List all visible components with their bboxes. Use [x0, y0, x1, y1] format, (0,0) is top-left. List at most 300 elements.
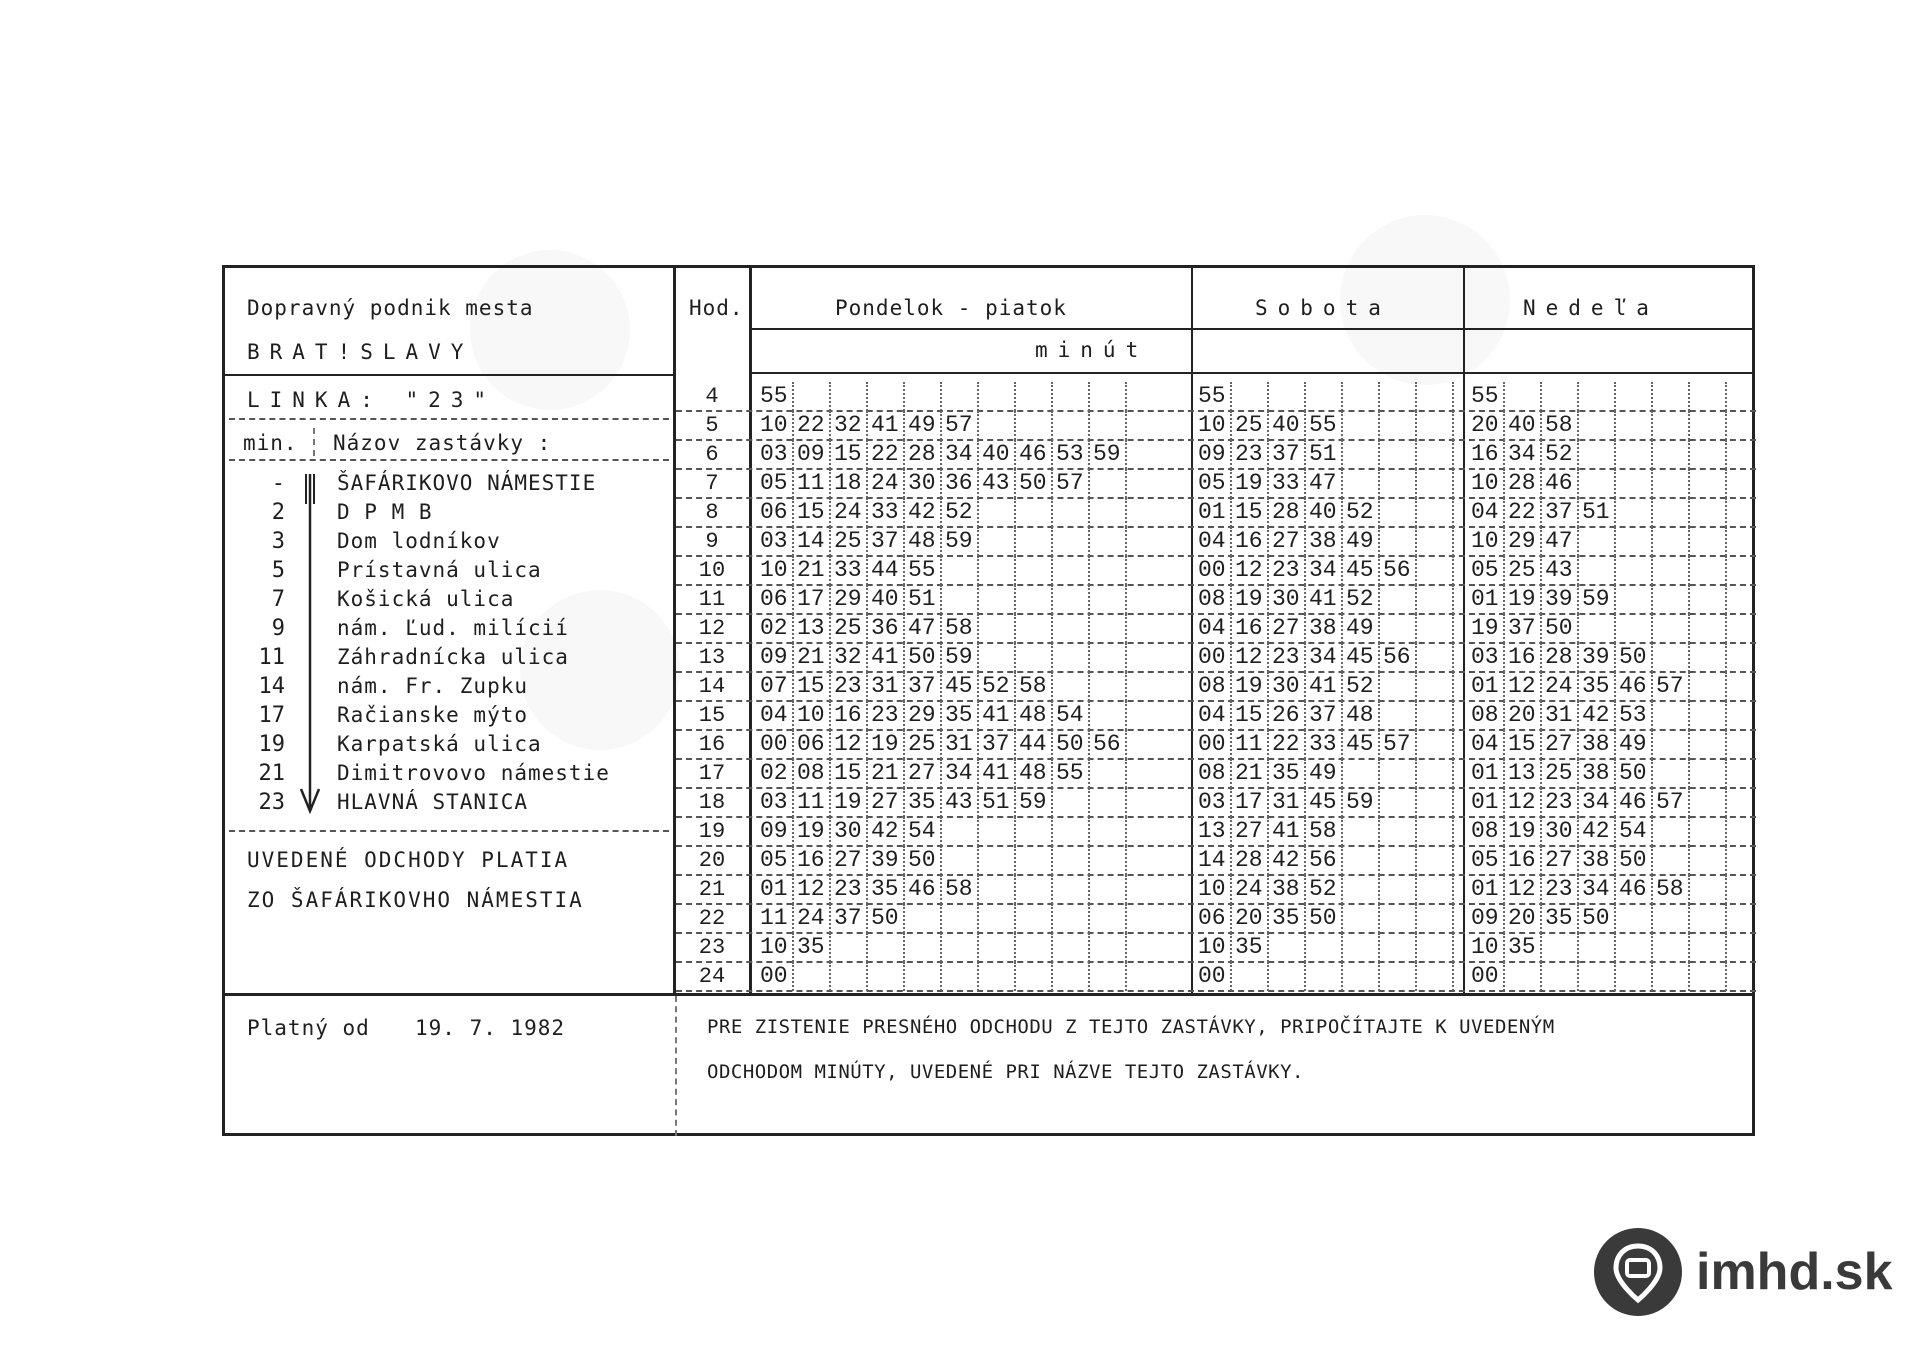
saturday-departure-cell: 52: [1343, 672, 1380, 701]
weekday-departure-cell: 51: [905, 585, 942, 614]
company-city: BRAT!SLAVY: [247, 340, 474, 364]
weekday-departure-cell: 08: [794, 759, 831, 788]
saturday-departure-cell: 27: [1269, 527, 1306, 556]
sunday-departure-cell: 20: [1505, 904, 1542, 933]
weekday-departure-cell: 47: [905, 614, 942, 643]
sunday-departure-cell: 53: [1616, 701, 1653, 730]
saturday-departure-cell: 04: [1195, 614, 1232, 643]
sunday-departure-cell: 10: [1468, 527, 1505, 556]
hour-column-header: Hod.: [689, 296, 744, 320]
saturday-departure-cell: [1417, 904, 1454, 933]
saturday-departure-cell: [1380, 701, 1417, 730]
weekday-departure-cell: [1016, 962, 1053, 991]
saturday-departure-cell: 48: [1343, 701, 1380, 730]
sunday-departure-cell: 10: [1468, 469, 1505, 498]
weekday-departure-cell: 58: [942, 875, 979, 904]
weekday-header: Pondelok - piatok: [835, 296, 1067, 320]
weekday-departure-cell: [1016, 585, 1053, 614]
weekday-departure-cell: [979, 527, 1016, 556]
sunday-departure-cell: [1653, 556, 1690, 585]
weekday-departure-cell: [1090, 614, 1127, 643]
saturday-departure-cell: [1380, 440, 1417, 469]
saturday-departure-cell: 45: [1343, 643, 1380, 672]
saturday-departure-cell: [1417, 933, 1454, 962]
saturday-departure-cell: [1306, 933, 1343, 962]
sunday-departure-cell: 30: [1542, 817, 1579, 846]
weekday-departure-cell: 15: [794, 672, 831, 701]
imhd-logo: [1594, 1228, 1893, 1316]
sunday-departure-cell: [1505, 962, 1542, 991]
saturday-departure-cell: 09: [1195, 440, 1232, 469]
sunday-departure-cell: [1653, 904, 1690, 933]
stop-minutes: -: [271, 471, 285, 496]
weekday-departure-cell: 50: [868, 904, 905, 933]
weekday-departure-cell: 41: [979, 701, 1016, 730]
saturday-departure-cell: 15: [1232, 498, 1269, 527]
weekday-departure-cell: [1090, 527, 1127, 556]
saturday-departure-cell: 11: [1232, 730, 1269, 759]
saturday-departure-cell: 31: [1269, 788, 1306, 817]
sunday-departure-cell: [1690, 411, 1727, 440]
hour-label: 12: [698, 616, 726, 641]
weekday-departure-cell: 30: [831, 817, 868, 846]
sunday-departure-cell: 39: [1542, 585, 1579, 614]
sunday-departure-cell: 59: [1579, 585, 1616, 614]
weekday-departure-cell: 02: [757, 759, 794, 788]
weekday-departure-cell: [942, 962, 979, 991]
stop-minutes: 5: [271, 558, 285, 583]
saturday-departure-cell: 30: [1269, 585, 1306, 614]
weekday-departure-cell: 37: [868, 527, 905, 556]
hour-label: 10: [698, 558, 726, 583]
sunday-departure-cell: 04: [1468, 498, 1505, 527]
weekday-departure-cell: [1016, 875, 1053, 904]
sunday-departure-cell: [1616, 556, 1653, 585]
saturday-departure-cell: [1343, 759, 1380, 788]
hour-label: 13: [698, 645, 726, 670]
sunday-departure-cell: [1653, 469, 1690, 498]
weekday-departure-cell: 03: [757, 440, 794, 469]
company-name: Dopravný podnik mesta: [247, 296, 534, 320]
sunday-departure-cell: 28: [1505, 469, 1542, 498]
sunday-departure-cell: 57: [1653, 672, 1690, 701]
sunday-departure-cell: 01: [1468, 672, 1505, 701]
sunday-departure-cell: 46: [1616, 788, 1653, 817]
weekday-departure-cell: [868, 962, 905, 991]
saturday-departure-cell: 56: [1380, 643, 1417, 672]
weekday-departure-cell: 21: [794, 556, 831, 585]
weekday-departure-cell: 42: [868, 817, 905, 846]
weekday-departure-cell: 13: [794, 614, 831, 643]
weekday-departure-cell: [1053, 933, 1090, 962]
hour-label: 22: [698, 906, 726, 931]
saturday-header: Sobota: [1255, 296, 1391, 320]
saturday-departure-cell: 26: [1269, 701, 1306, 730]
sunday-departure-cell: 43: [1542, 556, 1579, 585]
sunday-departure-cell: [1579, 556, 1616, 585]
saturday-departure-cell: 28: [1269, 498, 1306, 527]
hour-label: 15: [698, 703, 726, 728]
stop-minutes: 14: [258, 674, 285, 699]
sunday-departure-cell: 03: [1468, 643, 1505, 672]
sunday-departure-cell: 51: [1579, 498, 1616, 527]
sunday-departure-cell: [1653, 440, 1690, 469]
saturday-departure-cell: 10: [1195, 875, 1232, 904]
sunday-departure-cell: 34: [1579, 788, 1616, 817]
sunday-departure-cell: [1690, 759, 1727, 788]
saturday-departure-cell: 23: [1269, 556, 1306, 585]
sunday-departure-cell: [1616, 933, 1653, 962]
weekday-departure-cell: [1053, 643, 1090, 672]
saturday-departure-cell: [1417, 614, 1454, 643]
sunday-departure-cell: [1579, 933, 1616, 962]
sunday-departure-cell: [1690, 585, 1727, 614]
weekday-departure-cell: [1090, 382, 1127, 411]
hour-label: 4: [705, 384, 719, 409]
hour-label: 11: [698, 587, 726, 612]
sunday-departure-cell: 31: [1542, 701, 1579, 730]
stop-name: D P M B: [337, 500, 433, 524]
weekday-departure-cell: [794, 382, 831, 411]
saturday-departure-cell: [1343, 440, 1380, 469]
weekday-departure-cell: 11: [794, 469, 831, 498]
weekday-departure-cell: [1053, 962, 1090, 991]
sunday-departure-cell: 12: [1505, 788, 1542, 817]
weekday-departure-cell: [1016, 411, 1053, 440]
weekday-departure-cell: 25: [905, 730, 942, 759]
sunday-departure-cell: 27: [1542, 730, 1579, 759]
sunday-departure-cell: [1579, 527, 1616, 556]
sunday-header: Nedeľa: [1523, 296, 1659, 320]
weekday-departure-cell: 49: [905, 411, 942, 440]
weekday-departure-cell: [1090, 962, 1127, 991]
weekday-departure-cell: [1090, 498, 1127, 527]
saturday-departure-cell: [1343, 875, 1380, 904]
weekday-departure-cell: [979, 643, 1016, 672]
weekday-departure-cell: [1053, 556, 1090, 585]
sunday-departure-cell: [1690, 933, 1727, 962]
stop-minutes: 21: [258, 761, 285, 786]
saturday-departure-cell: 57: [1380, 730, 1417, 759]
saturday-departure-cell: 13: [1195, 817, 1232, 846]
saturday-departure-cell: [1380, 846, 1417, 875]
hour-label: 19: [698, 819, 726, 844]
weekday-departure-cell: 44: [868, 556, 905, 585]
sunday-departure-cell: [1690, 643, 1727, 672]
weekday-departure-cell: 24: [794, 904, 831, 933]
sunday-departure-cell: 50: [1616, 846, 1653, 875]
sunday-departure-cell: 52: [1542, 440, 1579, 469]
weekday-departure-cell: [942, 846, 979, 875]
sunday-departure-cell: 39: [1579, 643, 1616, 672]
sunday-departure-cell: [1653, 846, 1690, 875]
saturday-departure-cell: 22: [1269, 730, 1306, 759]
weekday-departure-cell: [1090, 643, 1127, 672]
weekday-departure-cell: 15: [831, 440, 868, 469]
weekday-departure-cell: 40: [868, 585, 905, 614]
sunday-departure-cell: [1579, 962, 1616, 991]
weekday-departure-cell: 54: [1053, 701, 1090, 730]
weekday-departure-cell: 12: [794, 875, 831, 904]
weekday-departure-cell: [1090, 556, 1127, 585]
sunday-departure-cell: [1579, 411, 1616, 440]
saturday-departure-cell: [1380, 962, 1417, 991]
weekday-departure-cell: 43: [979, 469, 1016, 498]
saturday-departure-cell: 30: [1269, 672, 1306, 701]
saturday-departure-cell: 35: [1269, 904, 1306, 933]
sunday-departure-cell: 35: [1542, 904, 1579, 933]
saturday-departure-cell: [1417, 498, 1454, 527]
sunday-departure-cell: 40: [1505, 411, 1542, 440]
saturday-departure-cell: 38: [1306, 527, 1343, 556]
weekday-departure-cell: 06: [757, 498, 794, 527]
valid-from-label: Platný od: [247, 1016, 370, 1040]
saturday-departure-cell: 00: [1195, 962, 1232, 991]
weekday-departure-cell: 17: [794, 585, 831, 614]
sunday-departure-cell: 05: [1468, 556, 1505, 585]
saturday-departure-cell: [1417, 411, 1454, 440]
hour-label: 18: [698, 790, 726, 815]
saturday-departure-cell: [1343, 933, 1380, 962]
saturday-departure-cell: [1417, 759, 1454, 788]
stop-name: Dimitrovovo námestie: [337, 761, 610, 785]
sunday-departure-cell: 47: [1542, 527, 1579, 556]
sunday-departure-cell: 42: [1579, 817, 1616, 846]
sunday-departure-cell: [1690, 556, 1727, 585]
sunday-departure-cell: 01: [1468, 759, 1505, 788]
weekday-departure-cell: 25: [831, 614, 868, 643]
weekday-departure-cell: 50: [1016, 469, 1053, 498]
saturday-departure-cell: 17: [1232, 788, 1269, 817]
weekday-departure-cell: [868, 933, 905, 962]
sunday-departure-cell: 38: [1579, 730, 1616, 759]
footer-note-line2: ODCHODOM MINÚTY, UVEDENÉ PRI NÁZVE TEJTO ZASTÁVKY.: [707, 1061, 1304, 1083]
weekday-departure-cell: [979, 904, 1016, 933]
saturday-departure-cell: 25: [1232, 411, 1269, 440]
saturday-departure-cell: [1343, 411, 1380, 440]
hour-label: 17: [698, 761, 726, 786]
weekday-departure-cell: [979, 585, 1016, 614]
sunday-departure-cell: 01: [1468, 788, 1505, 817]
weekday-departure-cell: 29: [905, 701, 942, 730]
saturday-departure-cell: [1380, 527, 1417, 556]
sunday-departure-cell: 34: [1505, 440, 1542, 469]
weekday-departure-cell: 58: [942, 614, 979, 643]
weekday-departure-cell: 59: [1090, 440, 1127, 469]
sunday-departure-cell: [1653, 701, 1690, 730]
saturday-departure-cell: [1417, 556, 1454, 585]
bus-pin-icon: [1594, 1228, 1682, 1316]
weekday-departure-cell: [1053, 382, 1090, 411]
saturday-departure-cell: [1380, 875, 1417, 904]
weekday-departure-cell: 06: [794, 730, 831, 759]
stop-name: Záhradnícka ulica: [337, 645, 569, 669]
stop-name: ŠAFÁRIKOVO NÁMESTIE: [337, 471, 597, 495]
weekday-departure-cell: 55: [905, 556, 942, 585]
weekday-departure-cell: 59: [942, 643, 979, 672]
saturday-departure-cell: [1417, 527, 1454, 556]
weekday-departure-cell: [1090, 701, 1127, 730]
saturday-departure-cell: [1417, 585, 1454, 614]
sunday-departure-cell: 19: [1468, 614, 1505, 643]
weekday-departure-cell: 29: [831, 585, 868, 614]
weekday-departure-cell: 35: [868, 875, 905, 904]
saturday-departure-cell: 35: [1269, 759, 1306, 788]
saturday-departure-cell: [1343, 817, 1380, 846]
saturday-departure-cell: 45: [1343, 556, 1380, 585]
sunday-departure-cell: 23: [1542, 788, 1579, 817]
weekday-departure-cell: 37: [905, 672, 942, 701]
sunday-departure-cell: 57: [1653, 788, 1690, 817]
weekday-departure-cell: 35: [905, 788, 942, 817]
weekday-departure-cell: 23: [831, 875, 868, 904]
saturday-departure-cell: 00: [1195, 556, 1232, 585]
hour-label: 7: [705, 471, 719, 496]
saturday-departure-cell: 27: [1232, 817, 1269, 846]
saturday-departure-cell: [1343, 962, 1380, 991]
saturday-departure-cell: 35: [1232, 933, 1269, 962]
sunday-departure-cell: [1579, 382, 1616, 411]
saturday-departure-cell: 16: [1232, 527, 1269, 556]
sunday-departure-cell: [1690, 382, 1727, 411]
weekday-departure-cell: 10: [757, 933, 794, 962]
sunday-departure-cell: [1690, 469, 1727, 498]
weekday-departure-cell: 10: [757, 411, 794, 440]
saturday-departure-cell: 52: [1343, 585, 1380, 614]
sunday-departure-cell: [1690, 498, 1727, 527]
saturday-departure-cell: 28: [1232, 846, 1269, 875]
imhd-logo-text: imhd.sk: [1696, 1243, 1893, 1301]
weekday-departure-cell: [1016, 382, 1053, 411]
saturday-departure-cell: 08: [1195, 585, 1232, 614]
saturday-departure-cell: [1417, 382, 1454, 411]
weekday-departure-cell: [1053, 527, 1090, 556]
sunday-departure-cell: 38: [1579, 759, 1616, 788]
saturday-departure-cell: 01: [1195, 498, 1232, 527]
valid-from-date: 19. 7. 1982: [415, 1016, 566, 1040]
weekday-departure-cell: 00: [757, 962, 794, 991]
sunday-departure-cell: 19: [1505, 817, 1542, 846]
saturday-departure-cell: 19: [1232, 469, 1269, 498]
sunday-departure-cell: [1690, 730, 1727, 759]
saturday-departure-cell: 37: [1306, 701, 1343, 730]
sunday-departure-cell: [1653, 411, 1690, 440]
weekday-departure-cell: [905, 904, 942, 933]
sunday-departure-cell: [1616, 440, 1653, 469]
sunday-departure-cell: 01: [1468, 585, 1505, 614]
weekday-departure-cell: 15: [831, 759, 868, 788]
weekday-departure-cell: 30: [905, 469, 942, 498]
sunday-departure-cell: [1653, 643, 1690, 672]
saturday-departure-cell: 45: [1343, 730, 1380, 759]
weekday-departure-cell: 39: [868, 846, 905, 875]
stop-name: Karpatská ulica: [337, 732, 542, 756]
sunday-departure-cell: [1505, 382, 1542, 411]
sunday-departure-cell: [1579, 469, 1616, 498]
saturday-departure-cell: 55: [1306, 411, 1343, 440]
weekday-departure-cell: 27: [831, 846, 868, 875]
weekday-departure-cell: 06: [757, 585, 794, 614]
sunday-departure-cell: 16: [1468, 440, 1505, 469]
sunday-departure-cell: 50: [1616, 759, 1653, 788]
weekday-departure-cell: [1090, 817, 1127, 846]
weekday-departure-cell: 01: [757, 875, 794, 904]
weekday-departure-cell: 24: [831, 498, 868, 527]
stop-name: nám. Fr. Zupku: [337, 674, 529, 698]
weekday-departure-cell: [1016, 933, 1053, 962]
sunday-departure-cell: 27: [1542, 846, 1579, 875]
saturday-departure-cell: 03: [1195, 788, 1232, 817]
saturday-departure-cell: [1269, 382, 1306, 411]
sunday-departure-cell: 08: [1468, 817, 1505, 846]
weekday-departure-cell: [1053, 411, 1090, 440]
weekday-departure-cell: 52: [979, 672, 1016, 701]
weekday-departure-cell: [1053, 614, 1090, 643]
saturday-departure-cell: [1417, 817, 1454, 846]
weekday-departure-cell: 41: [979, 759, 1016, 788]
saturday-departure-cell: 12: [1232, 556, 1269, 585]
saturday-departure-cell: [1417, 440, 1454, 469]
sunday-departure-cell: 24: [1542, 672, 1579, 701]
weekday-departure-cell: 05: [757, 846, 794, 875]
weekday-departure-cell: [1090, 469, 1127, 498]
stop-minutes: 19: [258, 732, 285, 757]
sunday-departure-cell: [1579, 614, 1616, 643]
saturday-departure-cell: [1232, 382, 1269, 411]
hour-label: 21: [698, 877, 726, 902]
sunday-departure-cell: [1616, 614, 1653, 643]
weekday-departure-cell: 36: [868, 614, 905, 643]
saturday-departure-cell: 41: [1306, 672, 1343, 701]
weekday-departure-cell: [831, 962, 868, 991]
stop-name: Prístavná ulica: [337, 558, 542, 582]
saturday-departure-cell: [1269, 962, 1306, 991]
sunday-departure-cell: 35: [1505, 933, 1542, 962]
weekday-departure-cell: [1016, 904, 1053, 933]
weekday-departure-cell: 56: [1090, 730, 1127, 759]
sunday-departure-cell: [1653, 498, 1690, 527]
weekday-departure-cell: [868, 382, 905, 411]
saturday-departure-cell: [1417, 701, 1454, 730]
weekday-departure-cell: [1053, 498, 1090, 527]
saturday-departure-cell: [1343, 904, 1380, 933]
saturday-departure-cell: 51: [1306, 440, 1343, 469]
weekday-departure-cell: 21: [868, 759, 905, 788]
sunday-departure-cell: [1616, 469, 1653, 498]
hour-label: 23: [698, 935, 726, 960]
sunday-departure-cell: 13: [1505, 759, 1542, 788]
hour-label: 20: [698, 848, 726, 873]
weekday-departure-cell: [979, 817, 1016, 846]
weekday-departure-cell: 03: [757, 788, 794, 817]
weekday-departure-cell: 14: [794, 527, 831, 556]
saturday-departure-cell: 42: [1269, 846, 1306, 875]
weekday-departure-cell: 57: [1053, 469, 1090, 498]
weekday-departure-cell: [1016, 846, 1053, 875]
weekday-departure-cell: 24: [868, 469, 905, 498]
sunday-departure-cell: [1616, 382, 1653, 411]
stop-name: Račianske mýto: [337, 703, 529, 727]
sunday-departure-cell: 49: [1616, 730, 1653, 759]
saturday-departure-cell: [1343, 846, 1380, 875]
weekday-departure-cell: [1053, 672, 1090, 701]
sunday-departure-cell: [1542, 933, 1579, 962]
saturday-departure-cell: [1380, 382, 1417, 411]
sunday-departure-cell: [1690, 672, 1727, 701]
saturday-departure-cell: [1306, 382, 1343, 411]
stop-minutes: 11: [258, 645, 285, 670]
weekday-departure-cell: [942, 556, 979, 585]
